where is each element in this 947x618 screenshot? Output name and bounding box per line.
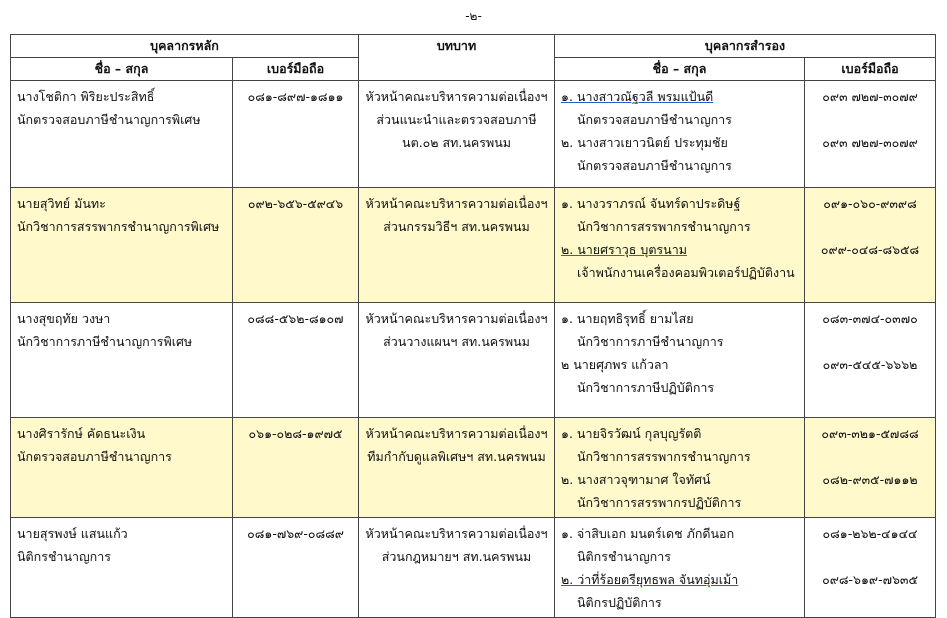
role-line: หัวหน้าคณะบริหารความต่อเนื่องฯ xyxy=(365,196,548,211)
backup-2-name: ๒. นางสาวเยาวนิตย์ ประทุมชัย xyxy=(561,135,728,150)
backup-staff-cell xyxy=(555,188,805,303)
backup-2-phone: ๐๙๓-๕๔๕-๖๖๖๒ xyxy=(822,357,918,372)
main-phone: ๐๘๑-๘๙๗-๑๘๑๑ xyxy=(247,89,344,104)
backup-1-position: นักวิชาการภาษีชำนาญการ xyxy=(577,334,724,349)
header-backup-name: ชื่อ – สกุล xyxy=(555,58,805,81)
table-row xyxy=(11,303,936,418)
backup-1-name: ๑. นางสาวณัฐวลี พรมแป้นดี xyxy=(561,89,714,104)
backup-1-position: นิติกรชำนาญการ xyxy=(577,549,671,564)
backup-2-position: นิติกรปฏิบัติการ xyxy=(577,595,662,610)
backup-2-phone: ๐๙๓ ๗๒๗-๓๐๗๙ xyxy=(822,135,918,150)
backup-1-name: ๑. นายจิรวัฒน์ กุลบุญรัตติ xyxy=(561,426,702,441)
main-name: นางศิรารักษ์ คัดธนะเงิน xyxy=(17,426,146,441)
header-role: บทบาท xyxy=(359,35,555,81)
main-position: นักวิชาการภาษีชำนาญการพิเศษ xyxy=(17,334,193,349)
backup-1-name: ๑. จ่าสิบเอก มนตร์เดช ภักดีนอก xyxy=(561,526,735,541)
role-line: นต.๐๒ สท.นครพนม xyxy=(402,135,511,150)
main-phone: ๐๘๘-๕๖๒-๘๑๐๗ xyxy=(247,311,344,326)
role-line: ส่วนแนะนำและตรวจสอบภาษี xyxy=(376,112,537,127)
main-staff-cell xyxy=(11,418,233,518)
backup-1-position: นักตรวจสอบภาษีชำนาญการ xyxy=(577,112,732,127)
backup-phone-cell xyxy=(805,188,936,303)
backup-phone-cell xyxy=(805,303,936,418)
backup-staff-cell xyxy=(555,303,805,418)
backup-2-position: นักวิชาการสรรพากรปฏิบัติการ xyxy=(577,495,742,510)
backup-2-name: ๒. นางสาวจุฑามาศ ใจทัศน์ xyxy=(561,472,711,487)
role-line: หัวหน้าคณะบริหารความต่อเนื่องฯ xyxy=(365,526,548,541)
main-name: นางโชติกา พิริยะประสิทธิ์ xyxy=(17,89,155,104)
backup-1-position: นักวิชาการสรรพากรชำนาญการ xyxy=(577,219,751,234)
role-line: หัวหน้าคณะบริหารความต่อเนื่องฯ xyxy=(365,426,548,441)
main-phone-cell xyxy=(233,518,359,618)
header-backup-staff: บุคลากรสำรอง xyxy=(555,35,936,58)
role-line: ส่วนกรรมวิธีฯ สท.นครพนม xyxy=(383,219,530,234)
main-phone: ๐๖๑-๐๒๘-๑๙๗๕ xyxy=(248,426,343,441)
backup-staff-cell xyxy=(555,81,805,188)
main-staff-cell xyxy=(11,518,233,618)
header-row-1 xyxy=(11,35,936,58)
table-row xyxy=(11,81,936,188)
backup-1-phone: ๐๘๑-๒๖๒-๔๑๔๔ xyxy=(822,526,918,541)
main-position: นักวิชาการสรรพากรชำนาญการพิเศษ xyxy=(17,219,220,234)
main-staff-cell xyxy=(11,81,233,188)
role-line: หัวหน้าคณะบริหารความต่อเนื่องฯ xyxy=(365,311,548,326)
backup-1-name: ๑. นางวราภรณ์ จันทร์ดาประดิษฐ์ xyxy=(561,196,741,211)
main-phone-cell xyxy=(233,81,359,188)
table-row xyxy=(11,418,936,518)
role-line: ส่วนกฎหมายฯ สท.นครพนม xyxy=(381,549,532,564)
backup-1-position: นักวิชาการสรรพากรชำนาญการ xyxy=(577,449,751,464)
backup-2-phone: ๐๘๒-๙๓๕-๗๑๑๒ xyxy=(822,472,918,487)
header-main-mobile: เบอร์มือถือ xyxy=(233,58,359,81)
backup-2-position: นักตรวจสอบภาษีชำนาญการ xyxy=(577,158,732,173)
backup-phone-cell xyxy=(805,518,936,618)
main-phone-cell xyxy=(233,188,359,303)
role-line: ทีมกำกับดูแลพิเศษฯ สท.นครพนม xyxy=(367,449,546,464)
backup-2-name: ๒ นายศุภพร แก้วลา xyxy=(561,357,669,372)
table-row xyxy=(11,518,936,618)
backup-2-position: เจ้าพนักงานเครื่องคอมพิวเตอร์ปฏิบัติงาน xyxy=(577,265,795,280)
main-name: นายสุวิทย์ มันทะ xyxy=(17,196,106,211)
page-number: -๒- xyxy=(465,9,482,23)
role-cell xyxy=(359,418,555,518)
header-main-staff: บุคลากรหลัก xyxy=(11,35,359,58)
backup-2-name: ๒. นายศราวุธ บุตรนาม xyxy=(561,242,687,257)
role-cell xyxy=(359,81,555,188)
main-phone-cell xyxy=(233,303,359,418)
backup-2-phone: ๐๙๘-๖๑๙-๗๖๓๕ xyxy=(822,572,918,587)
main-name: นางสุขฤทัย วงษา xyxy=(17,311,111,326)
main-position: นักตรวจสอบภาษีชำนาญการพิเศษ xyxy=(17,112,201,127)
backup-phone-cell xyxy=(805,418,936,518)
main-phone: ๐๘๑-๗๖๙-๐๘๘๙ xyxy=(247,526,344,541)
staff-table xyxy=(10,34,936,618)
role-line: หัวหน้าคณะบริหารความต่อเนื่องฯ xyxy=(365,89,548,104)
backup-1-phone: ๐๙๓-๓๒๑-๕๗๘๘ xyxy=(821,426,919,441)
main-position: นิติกรชำนาญการ xyxy=(17,549,111,564)
backup-1-phone: ๐๘๓-๓๗๔-๐๓๗๐ xyxy=(822,311,918,326)
backup-staff-cell xyxy=(555,518,805,618)
role-line: ส่วนวางแผนฯ สท.นครพนม xyxy=(383,334,530,349)
backup-1-phone: ๐๙๑-๐๖๐-๙๓๙๘ xyxy=(823,196,917,211)
main-staff-cell xyxy=(11,303,233,418)
backup-2-name: ๒. ว่าที่ร้อยตรียุทธพล จันทอุ่มเม้า xyxy=(561,572,739,587)
backup-2-phone: ๐๙๙-๐๔๘-๘๖๕๘ xyxy=(820,242,920,257)
main-name: นายสุรพงษ์ แสนแก้ว xyxy=(17,526,128,541)
main-position: นักตรวจสอบภาษีชำนาญการ xyxy=(17,449,172,464)
backup-staff-cell xyxy=(555,418,805,518)
backup-1-phone: ๐๙๓ ๗๒๗-๓๐๗๙ xyxy=(822,89,918,104)
main-phone-cell xyxy=(233,418,359,518)
role-cell xyxy=(359,303,555,418)
header-backup-mobile: เบอร์มือถือ xyxy=(805,58,936,81)
header-main-name: ชื่อ – สกุล xyxy=(11,58,233,81)
role-cell xyxy=(359,518,555,618)
backup-2-position: นักวิชาการภาษีปฏิบัติการ xyxy=(577,380,715,395)
table-row xyxy=(11,188,936,303)
main-staff-cell xyxy=(11,188,233,303)
main-phone: ๐๙๒-๖๕๖-๕๙๔๖ xyxy=(247,196,344,211)
role-cell xyxy=(359,188,555,303)
backup-phone-cell xyxy=(805,81,936,188)
backup-1-name: ๑. นายฤทธิรุทธิ์ ยามไสย xyxy=(561,311,694,326)
